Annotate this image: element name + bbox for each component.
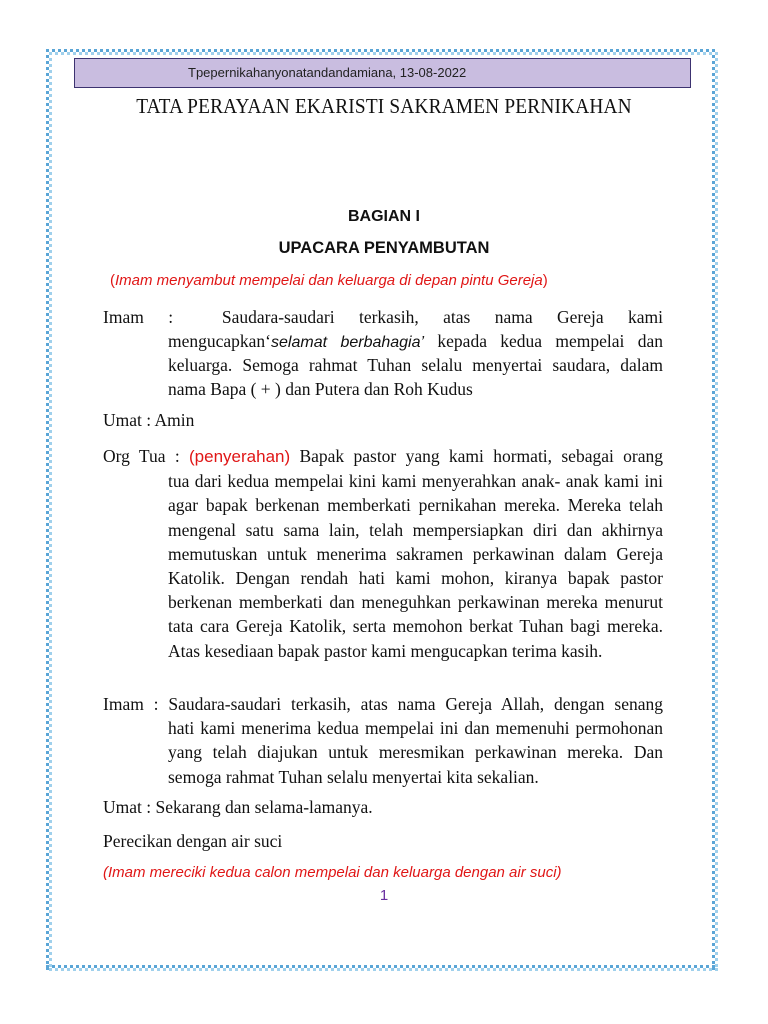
subsection-heading: UPACARA PENYAMBUTAN (278, 239, 490, 257)
document-title: TATA PERAYAAN EKARISTI SAKRAMEN PERNIKAHAN (136, 94, 632, 118)
speaker-label: Imam : (103, 307, 174, 327)
paragraph-body: keluarga. Semoga rahmat Tuhan selalu menyertai saudara, dalam nama Bapa ( + ) dan Putera dan Roh Kudus (168, 355, 663, 399)
paragraph-umat-response: Umat : Sekarang dan selama-lamanya. (103, 797, 373, 817)
header-bar (74, 58, 691, 88)
paragraph-parents (103, 444, 663, 663)
paragraph-first-line: Imam : Saudara-saudari terkasih, atas nama Gereja Allah, dengan senang (103, 694, 663, 714)
paragraph-first-line: Imam : Saudara-saudari terkasih, atas nama Gereja kami (103, 307, 664, 327)
border-bottom (46, 965, 718, 971)
paragraph-umat-amin: Umat : Amin (103, 410, 195, 430)
section-heading: BAGIAN I (348, 208, 420, 225)
border-top (46, 49, 718, 55)
paragraph-line-2: mengucapkan‘selamat berbahagia’ kepada kedua mempelai dan (168, 330, 664, 351)
speaker-label: Org Tua : (103, 446, 190, 466)
paragraph-sprinkling-heading: Perecikan dengan air suci (103, 831, 283, 851)
paragraph-body: hati kami menerima kedua mempelai ini dan memenuhi permohonan yang telah diajukan untuk meresmikan perkawinan mereka. Dan semoga rahmat Tuhan selalu menyertai kita sekalian. (168, 718, 663, 787)
paragraph-body: tua dari kedua mempelai kini kami menyerahkan anak- anak kami ini agar bapak berkenan memberkati pernikahan mereka. Mereka telah mengenal satu sama lain, telah mempersiapkan diri dan akhirnya memutuskan untuk menerima sakramen perkawinan dalam Gereja Katolik. Dengan rendah hati kami mohon, kiranya bapak pastor berkenan memberkati dan meneguhkan perkawinan mereka menurut tata cara Gereja Katolik, serta memohon berkat Tuhan bagi mereka. Atas kesediaan bapak pastor kami mengucapkan terima kasih. (168, 471, 663, 661)
border-right (712, 49, 718, 971)
header-text: Tpepernikahanyonatandandamiana, 13-08-2022 (188, 65, 467, 80)
paragraph-imam-acceptance (103, 692, 663, 789)
border-left (46, 49, 52, 971)
rubric-note: (Imam menyambut mempelai dan keluarga di depan pintu Gereja) (110, 272, 548, 289)
paragraph-first-line: Org Tua : (penyerahan) Bapak pastor yang kami hormati, sebagai orang (103, 446, 664, 466)
paragraph-imam-greeting (103, 306, 663, 401)
rubric-note-sprinkling: (Imam mereciki kedua calon mempelai dan keluarga dengan air suci) (103, 864, 562, 881)
rubric-tag: (penyerahan) (189, 447, 291, 466)
page-number: 1 (379, 887, 389, 904)
